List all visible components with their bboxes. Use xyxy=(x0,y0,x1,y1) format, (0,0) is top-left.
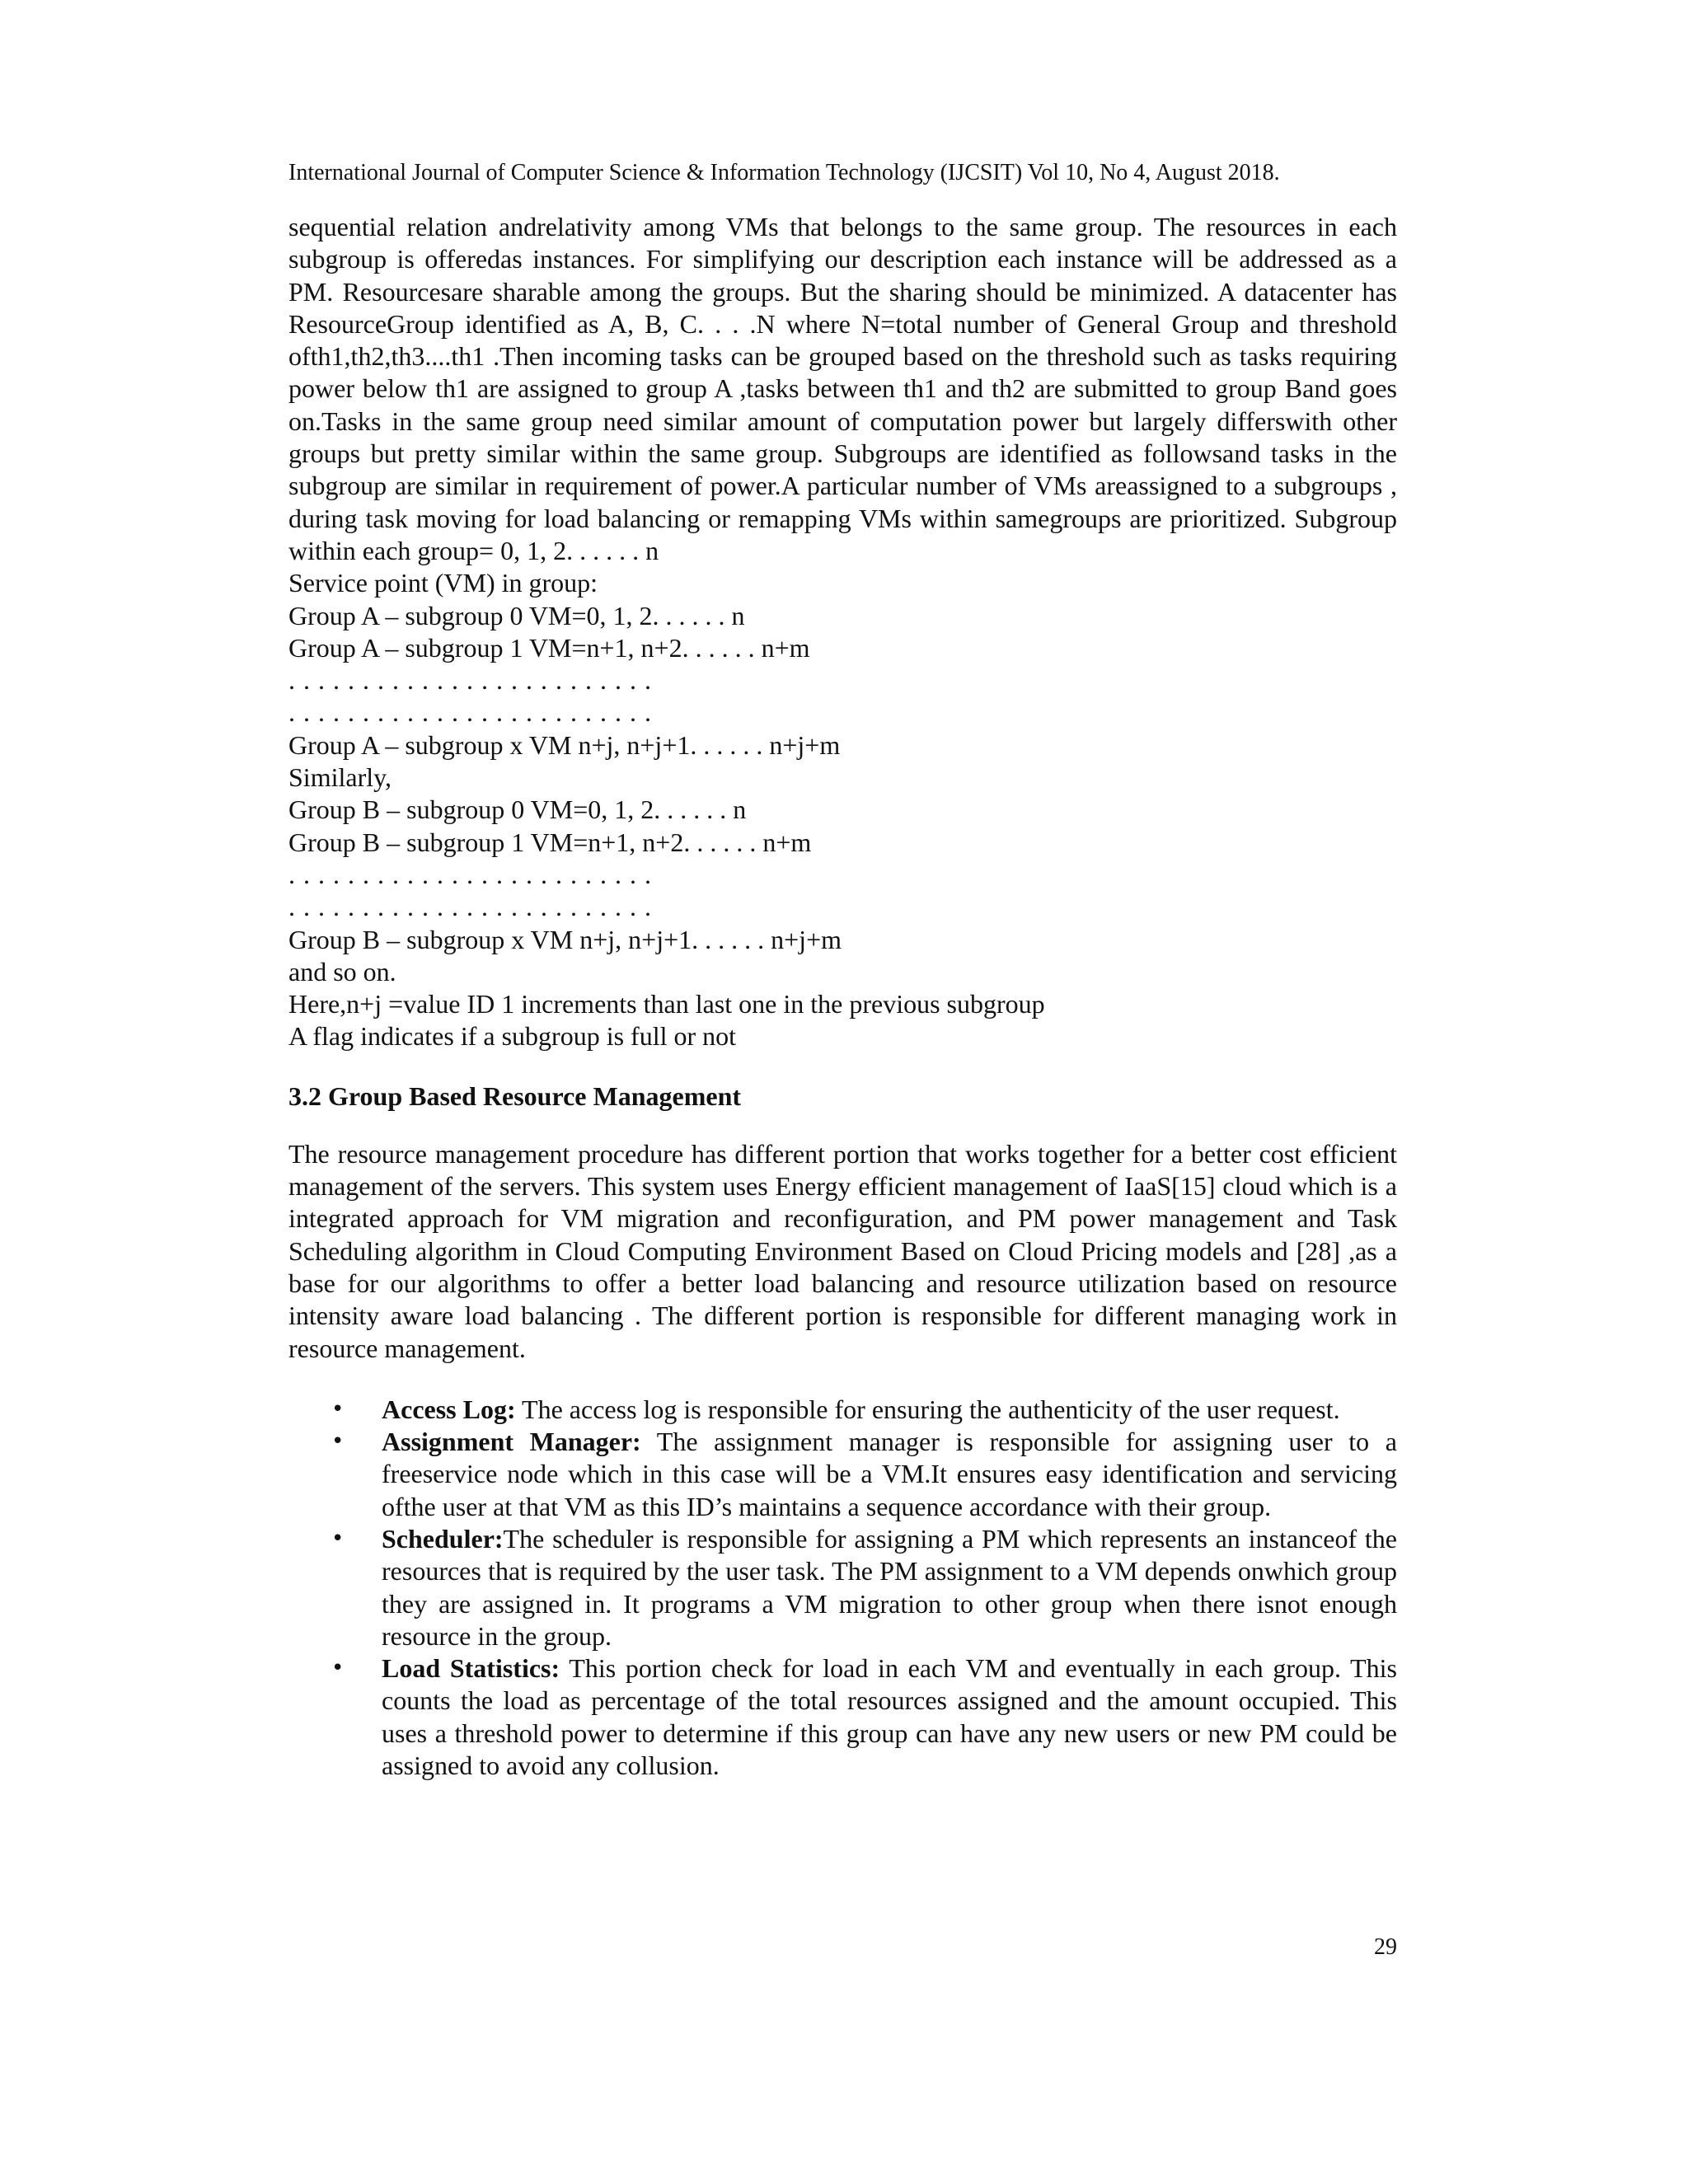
bullet-scheduler xyxy=(288,1523,1397,1652)
listing-line: Similarly, xyxy=(288,762,392,793)
listing-ellipsis-line: . . . . . . . . . . . . . . . . . . . . . . . . . xyxy=(288,859,652,889)
vm-group-listing xyxy=(288,567,1397,1052)
listing-line: Group B – subgroup x VM n+j, n+j+1. . . . . . n+j+m xyxy=(288,924,842,954)
component-bullet-list xyxy=(288,1394,1397,1783)
bullet-text: This portion check for load in each VM and eventually in each group. This counts the load as percentage of the total resources assigned and the amount occupied. This uses a threshold power to determine if this group can have any new users or new PM could be assigned to avoid any collusion. xyxy=(382,1653,1398,1781)
listing-ellipsis-line: . . . . . . . . . . . . . . . . . . . . . . . . . xyxy=(288,665,652,696)
listing-line: A flag indicates if a subgroup is full or not xyxy=(288,1021,737,1052)
intro-paragraph: sequential relation andrelativity among VMs that belongs to the same group. The resources in each subgroup is offeredas instances. For simplifying our description each instance will be addressed as a PM. Resourcesare sharable among the groups. But the sharing should be minimized. A datacenter has ResourceGroup identified as A, B, C. . . .N where N=total number of General Group and threshold ofth1,th2,th3....th1 .Then incoming tasks can be grouped based on the threshold such as tasks requiring power below th1 are assigned to group A ,tasks between th1 and th2 are submitted to group Band goes on.Tasks in the same group need similar amount of computation power but largely differswith other groups but pretty similar within the same group. Subgroups are identified as followsand tasks in the subgroup are similar in requirement of power.A particular number of VMs areassigned to a subgroups , during task moving for load balancing or remapping VMs within samegroups are prioritized. Subgroup within each group= 0, 1, 2. . . . . . n xyxy=(288,212,1397,565)
bullet-dot-icon: • xyxy=(331,1526,345,1551)
listing-line: Group A – subgroup 1 VM=n+1, n+2. . . . . . n+m xyxy=(288,632,810,663)
listing-line: Group B – subgroup 1 VM=n+1, n+2. . . . . . n+m xyxy=(288,827,812,857)
bullet-text: The scheduler is responsible for assigning a PM which represents an instanceof the resources that is required by the user task. The PM assignment to a VM depends onwhich group they are assigned in. It programs a VM migration to other group when there isnot enough resource in the group. xyxy=(382,1523,1397,1651)
bullet-dot-icon: • xyxy=(331,1429,345,1455)
bullet-text: The access log is responsible for ensuring the authenticity of the user request. xyxy=(515,1394,1340,1424)
bullet-dot-icon: • xyxy=(331,1396,345,1422)
bullet-access-log xyxy=(288,1394,1397,1426)
bullet-dot-icon: • xyxy=(331,1656,345,1681)
bullet-term: Assignment Manager: xyxy=(382,1427,641,1457)
journal-running-header: International Journal of Computer Science & Information Technology (IJCSIT) Vol 10, No 4, August 2018. xyxy=(288,160,1280,185)
bullet-assignment-manager xyxy=(288,1426,1397,1523)
bullet-term: Access Log: xyxy=(382,1394,516,1424)
listing-ellipsis-line: . . . . . . . . . . . . . . . . . . . . . . . . . xyxy=(288,697,652,728)
section-heading: 3.2 Group Based Resource Management xyxy=(288,1080,742,1111)
bullet-term: Scheduler: xyxy=(382,1523,504,1554)
listing-line: Group A – subgroup x VM n+j, n+j+1. . . . . . n+j+m xyxy=(288,729,841,760)
listing-line: and so on. xyxy=(288,956,396,987)
bullet-term: Load Statistics: xyxy=(382,1653,560,1684)
listing-line: Group B – subgroup 0 VM=0, 1, 2. . . . . . n xyxy=(288,794,747,825)
bullet-load-statistics xyxy=(288,1652,1397,1782)
listing-line: Service point (VM) in group: xyxy=(288,568,598,598)
listing-line: Group A – subgroup 0 VM=0, 1, 2. . . . . . n xyxy=(288,600,745,630)
page-number: 29 xyxy=(1374,1934,1397,1960)
bullet-text: The assignment manager is responsible for assigning user to a freeservice node which in this case will be a VM.It ensures easy identification and servicing ofthe user at that VM as this ID’s maintains a sequence accordance with their group. xyxy=(382,1427,1398,1521)
listing-ellipsis-line: . . . . . . . . . . . . . . . . . . . . . . . . . xyxy=(288,892,652,922)
listing-line: Here,n+j =value ID 1 increments than last one in the previous subgroup xyxy=(288,989,1045,1019)
page-content xyxy=(288,157,1397,1782)
section-paragraph: The resource management procedure has different portion that works together for a better cost efficient management of the servers. This system uses Energy efficient management of IaaS[15] cloud which is a integrated approach for VM migration and reconfiguration, and PM power management and Task Scheduling algorithm in Cloud Computing Environment Based on Cloud Pricing models and [28] ,as a base for our algorithms to offer a better load balancing and resource utilization based on resource intensity aware load balancing . The different portion is responsible for different managing work in resource management. xyxy=(288,1138,1397,1363)
